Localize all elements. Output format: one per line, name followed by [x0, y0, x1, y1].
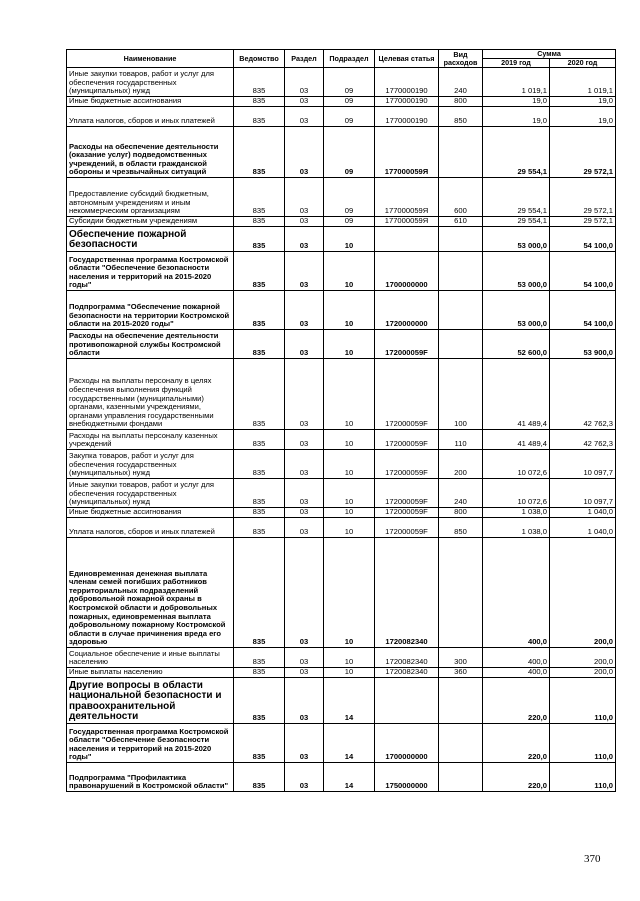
row-dept: 835 — [234, 538, 285, 648]
row-section: 03 — [285, 291, 324, 330]
row-sum-2020: 42 762,3 — [550, 359, 616, 430]
table-row — [67, 252, 616, 291]
row-subsection: 10 — [324, 450, 375, 479]
row-dept: 835 — [234, 97, 285, 107]
row-expense-type: 800 — [439, 508, 483, 518]
row-sum-2020: 54 100,0 — [550, 227, 616, 252]
row-sum-2019: 220,0 — [483, 724, 550, 763]
row-sum-2020: 1 040,0 — [550, 518, 616, 538]
row-section: 03 — [285, 678, 324, 724]
row-name: Другие вопросы в области национальной безопасности и правоохранительной деятельности — [67, 678, 234, 724]
row-section: 03 — [285, 724, 324, 763]
row-sum-2020: 19,0 — [550, 97, 616, 107]
row-name: Иные закупки товаров, работ и услуг для обеспечения государственных (муниципальных) нужд — [67, 68, 234, 97]
row-sum-2019: 53 000,0 — [483, 291, 550, 330]
row-sum-2020: 29 572,1 — [550, 127, 616, 178]
row-name: Подпрограмма "Обеспечение пожарной безопасности на территории Костромской области на 2015-2020 годы" — [67, 291, 234, 330]
row-expense-type: 600 — [439, 178, 483, 217]
row-section: 03 — [285, 430, 324, 450]
row-sum-2020: 54 100,0 — [550, 291, 616, 330]
row-article: 172000059F — [375, 479, 439, 508]
row-sum-2019: 220,0 — [483, 763, 550, 792]
row-sum-2019: 1 019,1 — [483, 68, 550, 97]
header-subsection: Подраздел — [324, 50, 375, 68]
row-dept: 835 — [234, 763, 285, 792]
row-name: Подпрограмма "Профилактика правонарушений в Костромской области" — [67, 763, 234, 792]
row-expense-type: 240 — [439, 479, 483, 508]
budget-table — [66, 49, 616, 792]
header-dept: Ведомство — [234, 50, 285, 68]
row-section: 03 — [285, 518, 324, 538]
table-row — [67, 291, 616, 330]
row-article — [375, 227, 439, 252]
row-section: 03 — [285, 668, 324, 678]
table-row — [67, 508, 616, 518]
row-dept: 835 — [234, 217, 285, 227]
row-dept: 835 — [234, 227, 285, 252]
row-subsection: 09 — [324, 178, 375, 217]
row-expense-type: 100 — [439, 359, 483, 430]
row-expense-type — [439, 678, 483, 724]
row-sum-2019: 29 554,1 — [483, 217, 550, 227]
row-sum-2020: 10 097,7 — [550, 450, 616, 479]
row-article: 1720082340 — [375, 648, 439, 668]
row-dept: 835 — [234, 291, 285, 330]
row-sum-2019: 400,0 — [483, 648, 550, 668]
row-expense-type: 240 — [439, 68, 483, 97]
row-section: 03 — [285, 538, 324, 648]
table-row — [67, 668, 616, 678]
row-sum-2019: 19,0 — [483, 107, 550, 127]
row-section: 03 — [285, 252, 324, 291]
table-row — [67, 763, 616, 792]
row-sum-2020: 29 572,1 — [550, 217, 616, 227]
row-dept: 835 — [234, 178, 285, 217]
row-name: Иные бюджетные ассигнования — [67, 508, 234, 518]
row-article — [375, 678, 439, 724]
header-article: Целевая статья — [375, 50, 439, 68]
row-sum-2020: 42 762,3 — [550, 430, 616, 450]
header-sum: Сумма — [483, 50, 616, 59]
row-name: Предоставление субсидий бюджетным, автономным учреждениям и иным некоммерческим организациям — [67, 178, 234, 217]
row-subsection: 14 — [324, 724, 375, 763]
row-expense-type: 200 — [439, 450, 483, 479]
table-row — [67, 107, 616, 127]
row-dept: 835 — [234, 127, 285, 178]
row-section: 03 — [285, 508, 324, 518]
row-name: Иные выплаты населению — [67, 668, 234, 678]
row-name: Уплата налогов, сборов и иных платежей — [67, 107, 234, 127]
row-subsection: 09 — [324, 107, 375, 127]
table-row — [67, 538, 616, 648]
row-article: 1750000000 — [375, 763, 439, 792]
row-subsection: 10 — [324, 538, 375, 648]
row-sum-2020: 110,0 — [550, 678, 616, 724]
table-row — [67, 450, 616, 479]
row-sum-2020: 1 040,0 — [550, 508, 616, 518]
row-sum-2019: 400,0 — [483, 668, 550, 678]
row-expense-type — [439, 763, 483, 792]
row-sum-2019: 29 554,1 — [483, 178, 550, 217]
row-expense-type — [439, 330, 483, 359]
header-year-2019: 2019 год — [483, 59, 550, 68]
row-dept: 835 — [234, 724, 285, 763]
row-subsection: 10 — [324, 291, 375, 330]
row-article: 1700000000 — [375, 252, 439, 291]
row-article: 172000059F — [375, 430, 439, 450]
row-dept: 835 — [234, 678, 285, 724]
row-sum-2019: 53 000,0 — [483, 252, 550, 291]
row-dept: 835 — [234, 479, 285, 508]
row-name: Расходы на обеспечение деятельности (оказание услуг) подведомственных учреждений, в области гражданской обороны и чрезвычайных ситуаций — [67, 127, 234, 178]
row-article: 1720082340 — [375, 538, 439, 648]
row-subsection: 10 — [324, 330, 375, 359]
row-section: 03 — [285, 68, 324, 97]
row-article: 1700000000 — [375, 724, 439, 763]
row-subsection: 14 — [324, 678, 375, 724]
row-expense-type: 850 — [439, 518, 483, 538]
row-expense-type: 800 — [439, 97, 483, 107]
row-article: 1770000190 — [375, 68, 439, 97]
row-section: 03 — [285, 227, 324, 252]
row-sum-2019: 1 038,0 — [483, 508, 550, 518]
table-header — [67, 50, 616, 68]
row-expense-type — [439, 724, 483, 763]
row-subsection: 10 — [324, 518, 375, 538]
row-dept: 835 — [234, 68, 285, 97]
row-article: 177000059Я — [375, 178, 439, 217]
row-name: Иные закупки товаров, работ и услуг для обеспечения государственных (муниципальных) нужд — [67, 479, 234, 508]
row-dept: 835 — [234, 508, 285, 518]
row-subsection: 09 — [324, 68, 375, 97]
row-sum-2019: 220,0 — [483, 678, 550, 724]
row-section: 03 — [285, 217, 324, 227]
row-name: Обеспечение пожарной безопасности — [67, 227, 234, 252]
table-row — [67, 430, 616, 450]
row-expense-type: 110 — [439, 430, 483, 450]
row-name: Закупка товаров, работ и услуг для обеспечения государственных (муниципальных) нужд — [67, 450, 234, 479]
row-section: 03 — [285, 359, 324, 430]
row-name: Государственная программа Костромской области "Обеспечение безопасности населения и территорий на 2015-2020 годы" — [67, 724, 234, 763]
table-row — [67, 678, 616, 724]
row-article: 177000059Я — [375, 127, 439, 178]
row-subsection: 10 — [324, 430, 375, 450]
header-name: Наименование — [67, 50, 234, 68]
row-subsection: 10 — [324, 648, 375, 668]
row-section: 03 — [285, 107, 324, 127]
row-expense-type — [439, 538, 483, 648]
row-section: 03 — [285, 763, 324, 792]
row-article: 172000059F — [375, 508, 439, 518]
row-subsection: 10 — [324, 508, 375, 518]
row-dept: 835 — [234, 668, 285, 678]
row-name: Субсидии бюджетным учреждениям — [67, 217, 234, 227]
row-article: 177000059Я — [375, 217, 439, 227]
row-subsection: 14 — [324, 763, 375, 792]
row-dept: 835 — [234, 252, 285, 291]
row-name: Иные бюджетные ассигнования — [67, 97, 234, 107]
row-dept: 835 — [234, 359, 285, 430]
row-subsection: 10 — [324, 252, 375, 291]
row-section: 03 — [285, 97, 324, 107]
row-section: 03 — [285, 648, 324, 668]
row-sum-2019: 29 554,1 — [483, 127, 550, 178]
row-dept: 835 — [234, 107, 285, 127]
row-article: 172000059F — [375, 359, 439, 430]
row-dept: 835 — [234, 330, 285, 359]
row-subsection: 10 — [324, 359, 375, 430]
page-number: 370 — [584, 853, 601, 865]
row-subsection: 10 — [324, 668, 375, 678]
row-sum-2019: 10 072,6 — [483, 450, 550, 479]
row-sum-2020: 200,0 — [550, 648, 616, 668]
table-row — [67, 178, 616, 217]
row-sum-2019: 41 489,4 — [483, 430, 550, 450]
row-expense-type — [439, 227, 483, 252]
table-row — [67, 479, 616, 508]
row-article: 172000059F — [375, 450, 439, 479]
row-section: 03 — [285, 450, 324, 479]
row-sum-2019: 19,0 — [483, 97, 550, 107]
row-sum-2020: 10 097,7 — [550, 479, 616, 508]
row-dept: 835 — [234, 518, 285, 538]
row-sum-2020: 110,0 — [550, 763, 616, 792]
table-row — [67, 724, 616, 763]
row-sum-2019: 1 038,0 — [483, 518, 550, 538]
row-sum-2020: 19,0 — [550, 107, 616, 127]
row-expense-type — [439, 127, 483, 178]
row-sum-2020: 53 900,0 — [550, 330, 616, 359]
row-name: Единовременная денежная выплата членам семей погибших работников территориальных подразделений добровольной пожарной охраны в Костромской области и добровольных пожарных, единовременная выплата добровольному пожарному Костромской области в случае причинения вреда его здоровью — [67, 538, 234, 648]
header-section: Раздел — [285, 50, 324, 68]
row-name: Уплата налогов, сборов и иных платежей — [67, 518, 234, 538]
row-article: 1770000190 — [375, 97, 439, 107]
table-row — [67, 227, 616, 252]
row-article: 1720000000 — [375, 291, 439, 330]
row-expense-type: 360 — [439, 668, 483, 678]
row-subsection: 09 — [324, 217, 375, 227]
row-subsection: 10 — [324, 227, 375, 252]
row-name: Расходы на выплаты персоналу в целях обеспечения выполнения функций государственными (муниципальными) органами, казенными учреждениями, органами управления государственными внебюджетными фондами — [67, 359, 234, 430]
row-expense-type — [439, 252, 483, 291]
row-article: 1770000190 — [375, 107, 439, 127]
row-expense-type: 300 — [439, 648, 483, 668]
table-body — [67, 68, 616, 792]
row-subsection: 09 — [324, 97, 375, 107]
row-dept: 835 — [234, 450, 285, 479]
row-dept: 835 — [234, 648, 285, 668]
table-row — [67, 97, 616, 107]
row-sum-2019: 53 000,0 — [483, 227, 550, 252]
row-section: 03 — [285, 330, 324, 359]
row-name: Расходы на обеспечение деятельности противопожарной службы Костромской области — [67, 330, 234, 359]
row-sum-2020: 200,0 — [550, 668, 616, 678]
row-sum-2019: 41 489,4 — [483, 359, 550, 430]
row-dept: 835 — [234, 430, 285, 450]
row-expense-type: 610 — [439, 217, 483, 227]
row-article: 1720082340 — [375, 668, 439, 678]
table-row — [67, 359, 616, 430]
row-sum-2020: 29 572,1 — [550, 178, 616, 217]
row-article: 172000059F — [375, 518, 439, 538]
row-expense-type: 850 — [439, 107, 483, 127]
row-sum-2020: 54 100,0 — [550, 252, 616, 291]
table-row — [67, 518, 616, 538]
row-sum-2019: 400,0 — [483, 538, 550, 648]
header-expense-type: Вид расходов — [439, 50, 483, 68]
row-sum-2020: 200,0 — [550, 538, 616, 648]
row-section: 03 — [285, 127, 324, 178]
row-article: 172000059F — [375, 330, 439, 359]
row-section: 03 — [285, 479, 324, 508]
row-section: 03 — [285, 178, 324, 217]
row-name: Расходы на выплаты персоналу казенных учреждений — [67, 430, 234, 450]
row-sum-2019: 10 072,6 — [483, 479, 550, 508]
row-name: Государственная программа Костромской области "Обеспечение безопасности населения и территорий на 2015-2020 годы" — [67, 252, 234, 291]
table-row — [67, 330, 616, 359]
row-name: Социальное обеспечение и иные выплаты населению — [67, 648, 234, 668]
row-subsection: 09 — [324, 127, 375, 178]
row-sum-2020: 110,0 — [550, 724, 616, 763]
table-row — [67, 648, 616, 668]
table-row — [67, 217, 616, 227]
row-subsection: 10 — [324, 479, 375, 508]
table-row — [67, 127, 616, 178]
row-expense-type — [439, 291, 483, 330]
header-year-2020: 2020 год — [550, 59, 616, 68]
row-sum-2020: 1 019,1 — [550, 68, 616, 97]
table-row — [67, 68, 616, 97]
row-sum-2019: 52 600,0 — [483, 330, 550, 359]
